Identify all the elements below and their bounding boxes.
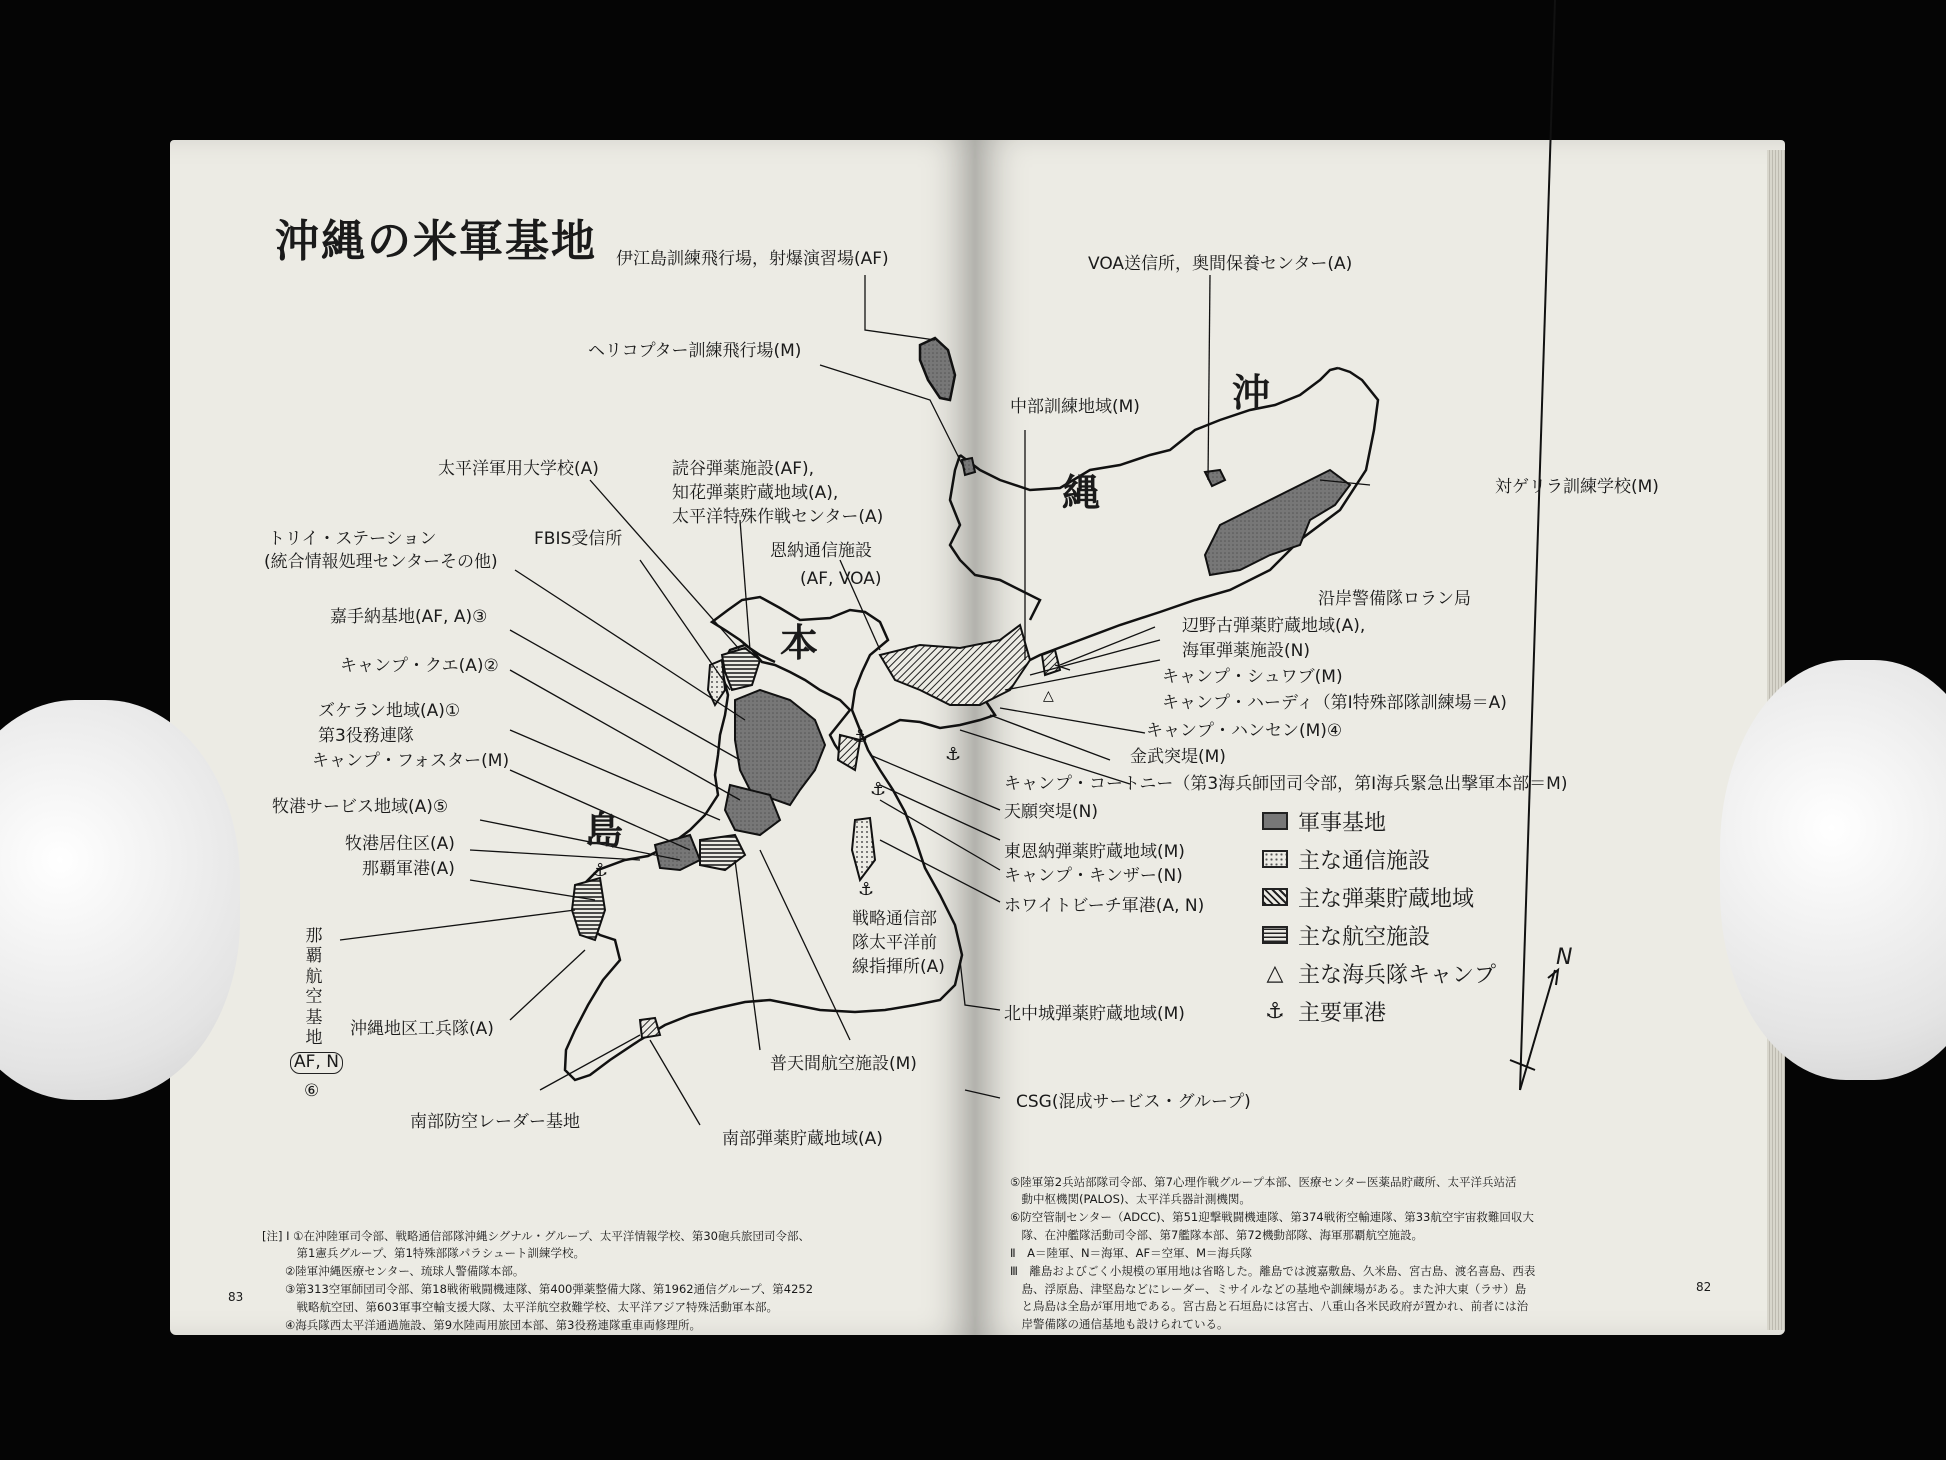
label-zukeran: ズケラン地域(A)① [318,701,461,721]
compass-arrow [1510,0,1558,1090]
label-schwab: キャンプ・シュワブ(M) [1162,667,1343,687]
island-char-oki: 沖 [1232,371,1271,415]
base-north-training [1205,470,1350,575]
page-number-left: 83 [228,1290,244,1304]
label-foster: キャンプ・フォスター(M) [312,751,510,771]
label-strategic-3: 線指揮所(A) [852,957,945,977]
label-kitanakagusuku: 北中城弾薬貯蔵地域(M) [1004,1004,1185,1024]
legend-item-marine: △ 主な海兵隊キャンプ [1262,954,1496,992]
label-torii-1: トリイ・ステーション [268,529,437,549]
label-chubu: 中部訓練地域(M) [1010,397,1140,417]
label-kin: 金武突堤(M) [1130,747,1226,767]
label-onna-1: 恩納通信施設 [770,541,872,561]
label-engineer: 沖縄地区工兵隊(A) [350,1019,494,1039]
right-glove [1720,660,1946,1080]
label-ie-jima: 伊江島訓練飛行場，射爆演習場(AF) [616,249,889,269]
legend-item-comm: 主な通信施設 [1262,840,1496,878]
base-white-beach [852,818,875,880]
base-yomitan [722,648,760,690]
anchor-icon: ⚓ [858,879,875,900]
label-yomitan-2: 知花弾薬貯蔵地域(A), [672,483,839,503]
label-kinser: キャンプ・キンザー(N) [1004,866,1183,886]
triangle-icon: △ [1266,960,1284,986]
label-futenma: 普天間航空施設(M) [770,1054,917,1074]
label-kue: キャンプ・クエ(A)② [340,656,499,676]
left-glove [0,700,240,1100]
legend-item-air: 主な航空施設 [1262,916,1496,954]
label-strategic-1: 戦略通信部 [852,909,937,929]
base-south-ammo [640,1018,660,1038]
base-kinser [655,835,700,870]
label-torii-2: (統合情報処理センターその他) [264,552,498,572]
island-char-hon: 本 [780,621,819,665]
label-voa-oku: VOA送信所，奥間保養センター(A) [1088,254,1353,274]
label-makiminato-housing: 牧港居住区(A) [345,834,455,854]
label-naha-air-num: ⑥ [304,1081,320,1101]
notes-right: ⑤陸軍第2兵站部隊司令部、第7心理作戦グループ本部、医療センター医薬品貯蔵所、太平洋兵站活 動中枢機関(PALOS)、太平洋兵器計測機関。 ⑥防空管制センター（ADCC)、第51迎撃戦闘機連隊、第374戦術空輸連隊、第33航空宇宙救難回収大 隊、在沖艦隊活動司令部、第7艦隊本部、第72機動部隊、海軍那覇航空施設。 Ⅱ A＝陸軍、N＝海軍、AF＝空軍、M＝海兵隊 Ⅲ 離島およびごく小規模の軍用地は省略した。離島では渡嘉敷島、久米島、宮古島、渡名喜島、西表 島、浮原島、津堅島などにレーダー、ミサイルなどの基地や訓練場がある。また沖大東（ラサ）島 と鳥島は全島が軍用地である。宮古島と石垣島には宮古、八重山各米民政府が置かれ、前者には治 岸警備隊の通信基地も設けられている。 [1010,1174,1536,1332]
legend-item-port: ⚓ 主要軍港 [1262,992,1496,1030]
map-legend [1262,802,1496,1030]
label-third-service: 第3役務連隊 [318,726,414,746]
base-hansen [880,625,1030,705]
label-hardy: キャンプ・ハーディ（第Ⅰ特殊部隊訓練場＝A) [1162,693,1507,713]
label-pacific-univ: 太平洋軍用大学校(A) [438,459,599,479]
map-title: 沖縄の米軍基地 [275,216,597,267]
label-hansen: キャンプ・ハンセン(M)④ [1146,721,1343,741]
label-guerrilla: 対ゲリラ訓練学校(M) [1495,477,1659,497]
ie-jima [920,338,955,400]
island-char-shima: 島 [585,809,624,853]
label-heli: ヘリコプター訓練飛行場(M) [588,341,802,361]
base-naha [572,878,605,940]
page-number-right: 82 [1696,1280,1712,1294]
label-courtney: キャンプ・コートニー（第3海兵師団司令部，第Ⅰ海兵緊急出撃軍本部＝M) [1004,774,1568,794]
base-kadena [735,690,825,805]
label-white-beach: ホワイトビーチ軍港(A, N) [1004,896,1205,916]
island-char-nawa: 縄 [1062,471,1101,515]
anchor-icon: ⚓ [870,779,887,800]
compass-north-label: N [1556,945,1573,970]
label-naha-port: 那覇軍港(A) [362,859,455,879]
label-higashi-onna: 東恩納弾薬貯蔵地域(M) [1004,842,1185,862]
base-futenma [700,835,745,870]
label-south-radar: 南部防空レーダー基地 [410,1112,580,1132]
anchor-icon: ⚓ [592,860,609,881]
label-henoko-2: 海軍弾薬施設(N) [1182,641,1310,661]
label-csg: CSG(混成サービス・グループ) [1016,1092,1251,1112]
label-naha-air-code: AF, N [290,1052,343,1074]
triangle-icon: △ [1043,688,1054,704]
label-naha-air: 那覇航空基地 [305,926,323,1048]
label-onna-2: (AF, VOA) [800,569,882,589]
notes-left: [注] Ⅰ ①在沖陸軍司令部、戦略通信部隊沖縄シグナル・グループ、太平洋情報学校、第30砲兵旅団司令部、 第1憲兵グループ、第1特殊部隊パラシュート訓練学校。 ②陸軍沖縄医療センター、琉球人警備隊本部。 ③第313空軍師団司令部、第18戦術戦闘機連隊、第400弾薬整備大隊、第1962通信グループ、第4252 戦略航空団、第603軍事空輸支援大隊、太平洋航空救難学校、太平洋アジア特殊活動軍本部。 ④海兵隊西太平洋通過施設、第9水陸両用旅団本部、第3役務連隊重車両修理所。 [262,1228,814,1332]
legend-item-ammo: 主な弾薬貯蔵地域 [1262,878,1496,916]
label-coast-guard: 沿岸警備隊ロラン局 [1318,589,1471,609]
label-yomitan-3: 太平洋特殊作戦センター(A) [672,507,884,527]
label-yomitan-1: 読谷弾薬施設(AF), [672,459,815,479]
anchor-icon: ⚓ [852,726,869,747]
label-makiminato-service: 牧港サービス地域(A)⑤ [272,797,449,817]
legend-item-military: 軍事基地 [1262,802,1496,840]
label-fbis: FBIS受信所 [534,529,623,549]
label-south-ammo: 南部弾薬貯蔵地域(A) [722,1129,883,1149]
label-tengan: 天願突堤(N) [1004,802,1098,822]
anchor-icon: ⚓ [945,744,962,765]
anchor-icon: ⚓ [1265,998,1285,1024]
label-strategic-2: 隊太平洋前 [852,933,937,953]
label-kadena: 嘉手納基地(AF, A)③ [330,607,488,627]
label-henoko-1: 辺野古弾薬貯蔵地域(A), [1182,616,1366,636]
